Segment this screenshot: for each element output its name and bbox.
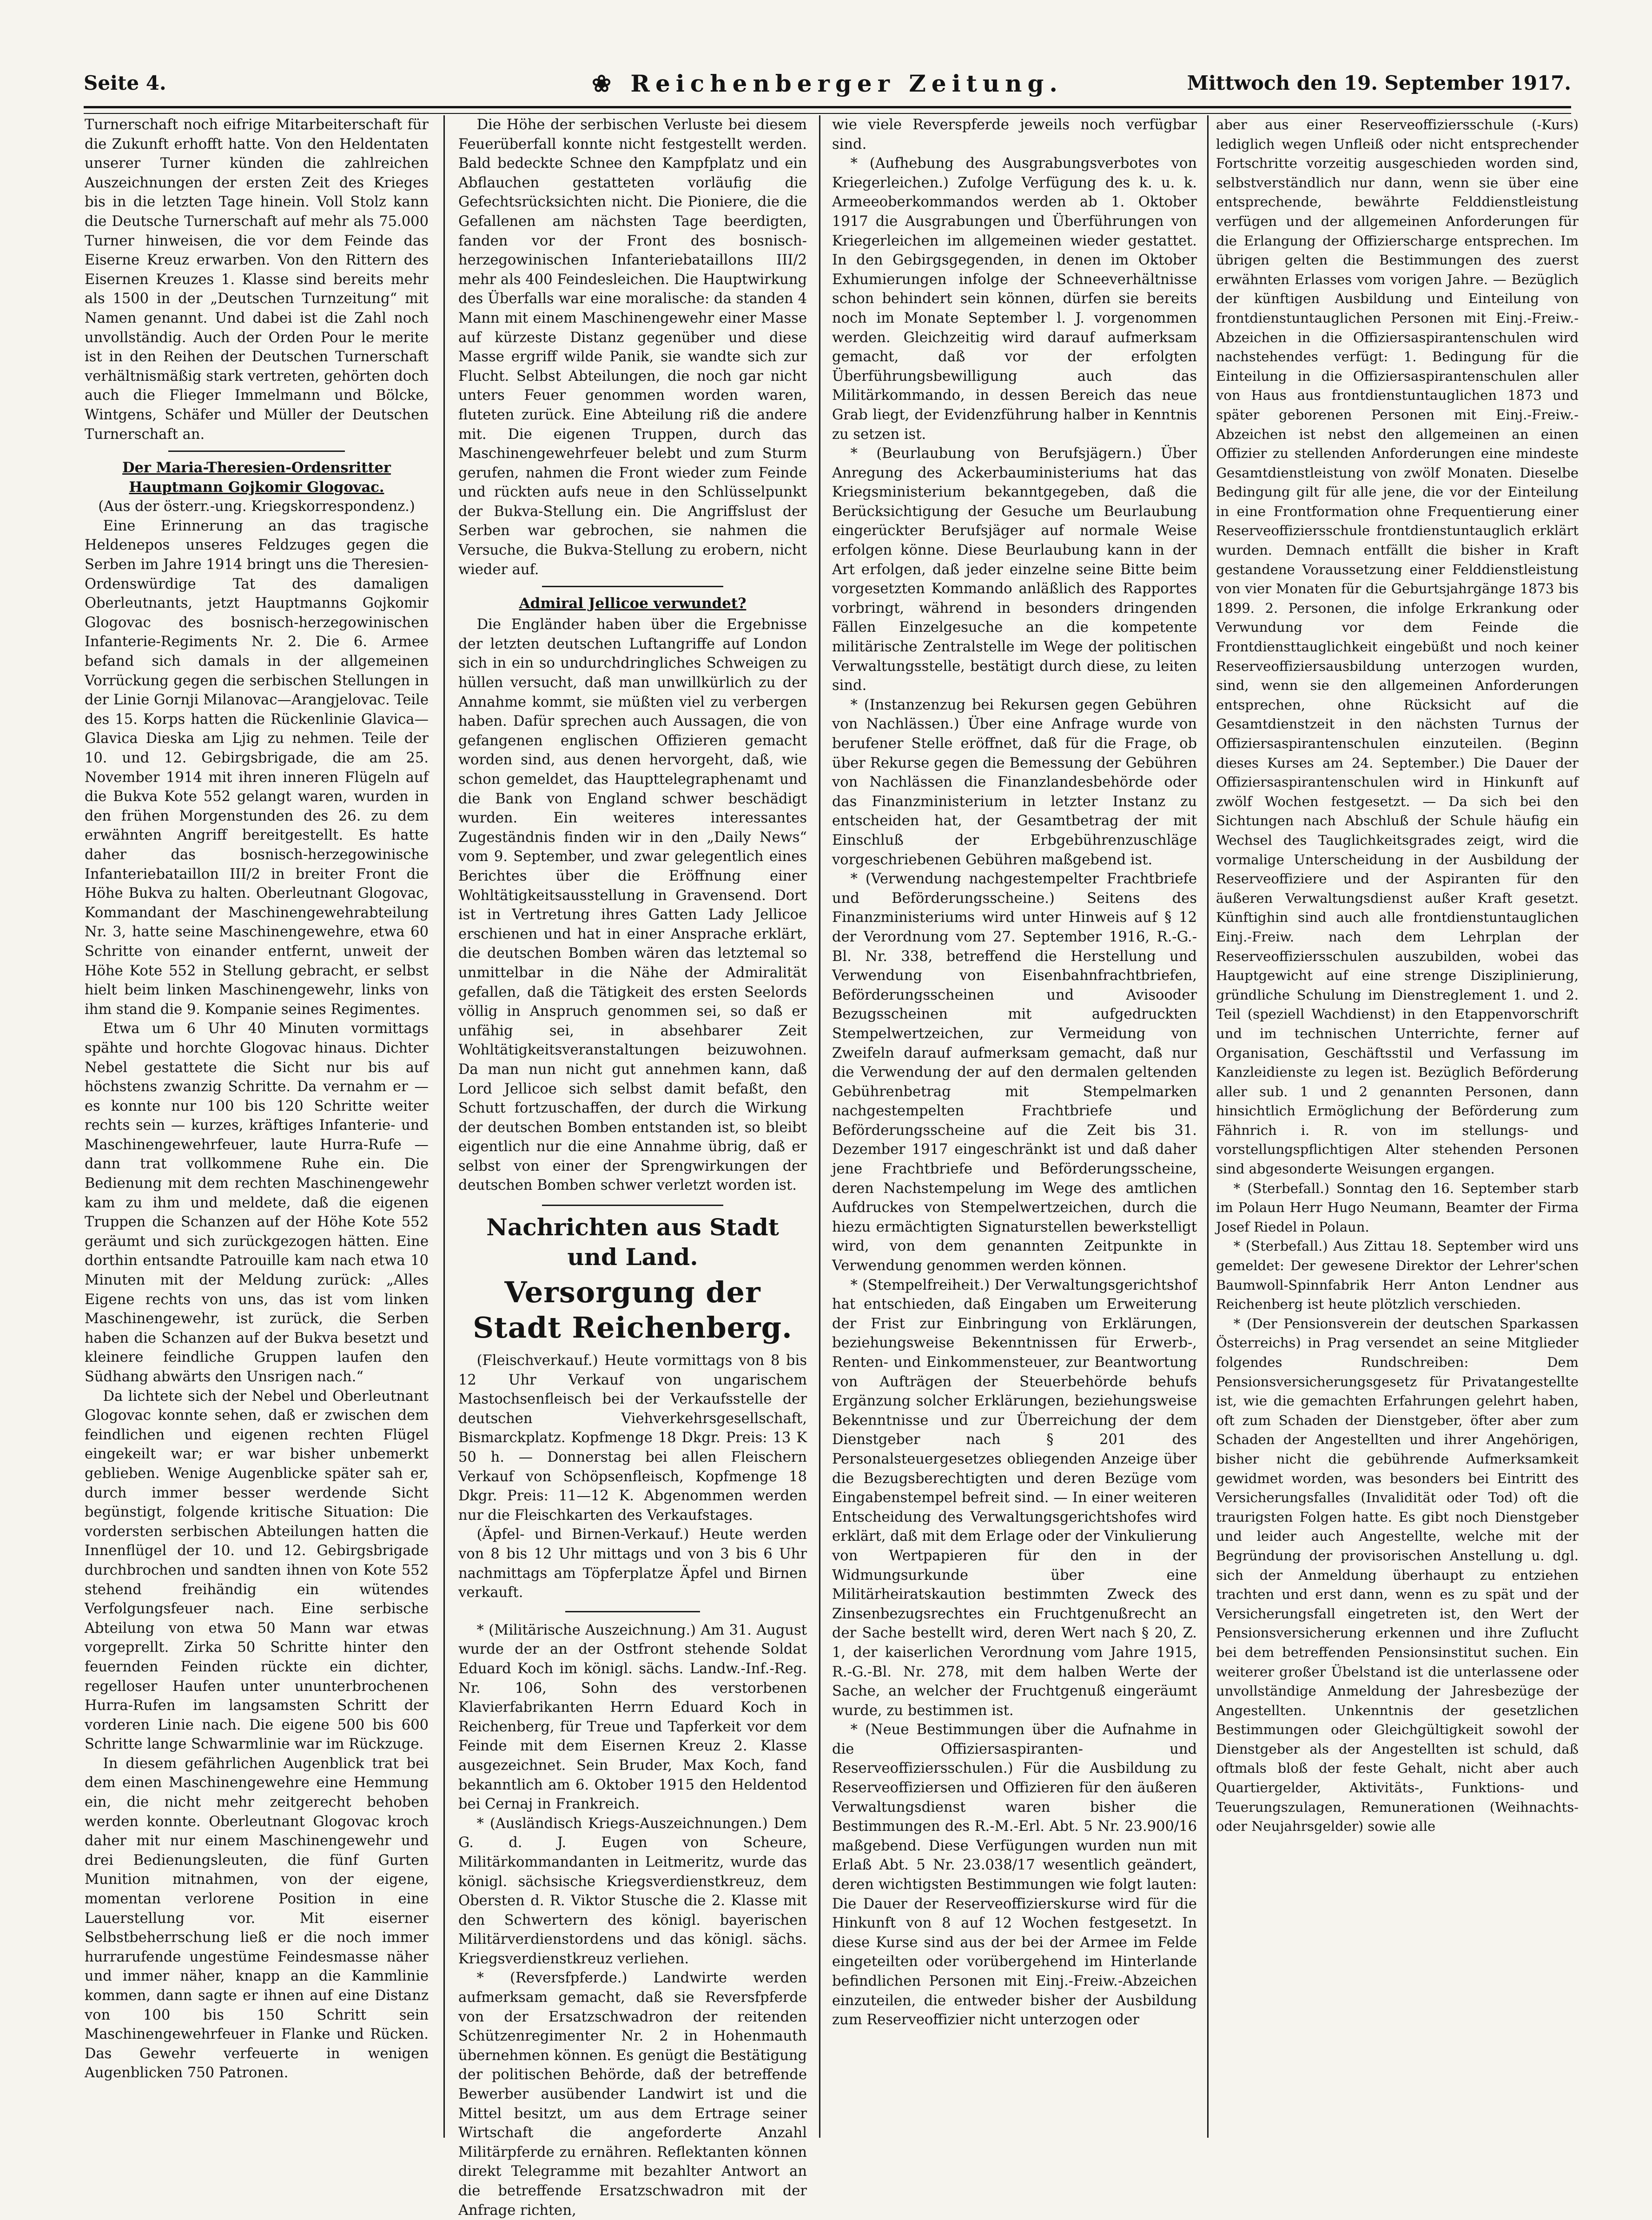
article-paragraph: * (Instanzenzug bei Rekursen gegen Gebühren von Nachlässen.) Über eine Anfrage wurde von berufener Stelle eröffnet, daß für die Frage, ob über Rekurse gegen die Bemessung der Gebühren von Nachlässen die Finanzlandesbehörde oder das Finanzministerium in letzter Instanz zu entscheiden hat, der Gesamtbetrag der mit Einschluß der Erbgebührenzuschläge vorgeschriebenen Gebühren maßgebend ist.	[832, 696, 1197, 868]
column-3	[832, 115, 1197, 2138]
article-paragraph: Die Höhe der serbischen Verluste bei diesem Feuerüberfall konnte nicht festgestellt werden. Bald bedeckte Schnee den Kampfplatz und ein Abflauchen gestatteten vorläufig die Gefechtsrücksichten nicht. Die Pioniere, die die Gefallenen am nächsten Tage beerdigten, fanden vor der Front des bosnisch-herzegowinischen Infanteriebataillons III/2 mehr als 400 Feindesleichen. Die Hauptwirkung des Überfalls war eine moralische: da standen 4 Mann mit einem Maschinengewehr einer Masse auf kürzeste Distanz gegenüber und diese Masse ergriff wilde Panik, sie wandte sich zur Flucht. Selbst Abteilungen, die noch gar nicht unters Feuer genommen worden waren, fluteten zurück. Eine Abteilung riß die andere mit. Die eigenen Truppen, durch das Maschinengewehrfeuer belebt und zum Sturm gerufen, nahmen die Front wieder zum Feinde und rückten aufs neue in den Schlüsselpunkt der Bukva-Stellung ein. Die Angriffslust der Serben war gebrochen, sie nahmen die Versuche, die Bukva-Stellung zu erobern, nicht wieder auf.	[458, 117, 807, 578]
article-headline: Admiral Jellicoe verwundet?	[519, 595, 747, 612]
article-paragraph: Da lichtete sich der Nebel und Oberleutnant Glogovac konnte sehen, daß er zwischen dem feindlichen und eigenen rechten Flügel eingekeilt war; er war bisher unbemerkt geblieben. Wenige Augenblicke später sah er, durch immer besser werdende Sicht begünstigt, folgende kritische Situation: Die vordersten serbischen Abteilungen hatten die Innenflügel der 10. und 12. Gebirgsbrigade durchbrochen und sandten ihnen von Kote 552 stehend freihändig ein wütendes Verfolgungsfeuer nach. Eine serbische Abteilung von etwa 50 Mann war etwas vorgeprellt. Zirka 50 Schritte hinter den feuernden Feinden rückte ein dichter, regelloser Haufen unter ununterbrochenen Hurra-Rufen im langsamsten Schritt der vorderen Linie nach. Die eigene 500 bis 600 Schritte lange Schwarmlinie war im Rückzuge.	[85, 1388, 429, 1753]
column-rule	[1207, 115, 1209, 2138]
column-rule	[819, 115, 820, 2138]
issue-date: Mittwoch den 19. September 1917.	[1187, 72, 1571, 94]
section-heading: Nachrichten aus Stadt und Land.	[486, 1213, 779, 1271]
article-paragraph: Die Engländer haben über die Ergebnisse der letzten deutschen Luftangriffe auf London sich in ein so undurchdringliches Schweigen zu hüllen versucht, daß man unwillkürlich zu der Annahme kommt, sie müßten viel zu verbergen haben. Dafür sprechen auch Aussagen, die von gefangenen englischen Offizieren gemacht worden sind, aus denen hervorgeht, daß, wie schon gemeldet, das Haupttelegraphenamt und die Bank von England schwer beschädigt wurden. Ein weiteres interessantes Zugeständnis finden wir in den „Daily News“ vom 9. September, und zwar gelegentlich eines Berichtes über die Eröffnung einer Wohltätigkeitsausstellung in Gravensend. Dort ist in Vertretung ihres Gatten Lady Jellicoe erschienen und hat in einer Ansprache erklärt, die deutschen Bomben wären das letztemal so unmittelbar in die Nähe der Admiralität gefallen, daß die Tätigkeit des ersten Seelords völlig in Anspruch genommen sei, so daß er unfähig sei, in absehbarer Zeit Wohltätigkeitsveranstaltungen beizuwohnen. Da man nun nicht gut annehmen kann, daß Lord Jellicoe sich selbst damit befaßt, den Schutt fortzuschaffen, der durch die Wirkung der deutschen Bomben entstanden ist, so bleibt eigentlich nur die eine Annahme übrig, daß er selbst von einer der Sprengwirkungen der deutschen Bomben schwer verletzt worden ist.	[458, 616, 807, 1194]
column-4	[1216, 115, 1579, 2138]
column-rule	[443, 115, 445, 2138]
masthead	[84, 70, 1571, 102]
article-paragraph: aber aus einer Reserveoffiziersschule (-Kurs) lediglich wegen Unfleiß oder nicht entsprechender Fortschritte vorzeitig ausgeschieden worden sind, selbstverständlich nur dann, wenn sie über eine entsprechende, bewährte Felddienstleistung verfügen und der allgemeinen Anforderungen für die Erlangung der Offizierscharge entsprechen. Im übrigen gelten die Bestimmungen des zuerst erwähnten Erlasses vom vorigen Jahre. — Bezüglich der künftigen Ausbildung und Einteilung von frontdienstuntauglichen Personen mit Einj.-Freiw.-Abzeichen in die Offiziersaspirantenschulen wird nachstehendes verfügt: 1. Bedingung für die Einteilung in die Offiziersaspirantenschulen aller von Haus aus frontdienstuntauglichen 1873 und später geborenen Personen mit Einj.-Freiw.-Abzeichen ist nebst den allgemeinen an einen Offizier zu stellenden Anforderungen eine mindeste Gesamtdienstleistung von zwölf Monaten. Dieselbe Bedingung gilt für alle jene, die vor der Einteilung in eine Frontformation ohne Frequentierung einer Reserveoffiziersschule frontdienstuntauglich erklärt wurden. Demnach entfällt die bisher in Kraft gestandene Voraussetzung einer Felddienstleistung von vier Monaten für die Geburtsjahrgänge 1873 bis 1899. 2. Personen, die infolge Erkrankung oder Verwundung vor dem Feinde die Frontdiensttauglichkeit eingebüßt und noch keiner Reserveoffiziersausbildung unterzogen wurden, sind, wenn sie den allgemeinen Anforderungen entsprechen, ohne Rücksicht auf die Gesamtdienstzeit in den nächsten Turnus der Offiziersaspirantenschulen einzuteilen. (Beginn dieses Kurses am 24. September.) Die Dauer der Offiziersaspirantenschulen wird in Hinkunft auf zwölf Wochen festgesetzt. — Da sich bei den Sichtungen nach Abschluß der Schule häufig ein Wechsel des Tauglichkeitsgrades zeigt, wird die vormalige Unterscheidung in der Ausbildung der Reserveoffiziere und der Aspiranten für den äußeren Verwaltungsdienst außer Kraft gesetzt. Künftighin sind auch alle frontdienstuntauglichen Einj.-Freiw. nach dem Lehrplan der Reserveoffiziersschulen auszubilden, wobei das Hauptgewicht auf eine strenge Disziplinierung, gründliche Schulung im Dienstreglement 1. und 2. Teil (speziell Wachdienst) in den Etappenvorschrift und im technischen Unterrichte, ferner auf Organisation, Geschäftsstil und Verfassung im Kanzleidienste zu legen ist. Bezüglich Beförderung aller sub. 1 und 2 genannten Personen, dann hinsichtlich Ermöglichung der Beförderung zum Fähnrich i. R. von im stellungs- und vorstellungspflichtigen Alter stehenden Personen sind abgesonderte Weisungen ergangen.	[1216, 117, 1579, 1177]
article-headline: Der Maria-Theresien-Ordensritter Hauptmann Gojkomir Glogovac.	[122, 459, 391, 496]
article-paragraph: * (Aufhebung des Ausgrabungsverbotes von Kriegerleichen.) Zufolge Verfügung des k. u. k. Armeeoberkommandos werden ab 1. Oktober 1917 die Ausgrabungen und Überführungen von Kriegerleichen im allgemeinen wieder gestattet. In den Gebirgsgegenden, in denen im Oktober Exhumierungen infolge der Schneeverhältnisse schon behindert sein können, dürfen sie bereits noch im Monate September l. J. vorgenommen werden. Gleichzeitig wird darauf aufmerksam gemacht, daß vor der erfolgten Überführungsbewilligung auch das Militärkommando, in dessen Bereich das neue Grab liegt, der Evidenzführung halber in Kenntnis zu setzen ist.	[832, 155, 1197, 443]
article-divider	[168, 451, 345, 452]
article-divider	[542, 1205, 723, 1206]
newspaper-title: ❀ Reichenberger Zeitung.	[592, 70, 1063, 97]
page-number: Seite 4.	[84, 72, 166, 94]
article-paragraph: * (Verwendung nachgestempelter Frachtbriefe und Beförderungsscheine.) Seitens des Finanzministeriums wird unter Hinweis auf § 12 der Verordnung vom 27. September 1916, R.-G.-Bl. Nr. 338, betreffend die Herstellung und Verwendung von Eisenbahnfrachtbriefen, Beförderungsscheinen und Avisooder Bezugsscheinen mit aufgedruckten Stempelwertzeichen, zur Vermeidung von Zweifeln darauf aufmerksam gemacht, daß nur die Verwendung der auf den dermalen geltenden Gebührenbetrag mit Stempelmarken nachgestempelten Frachtbriefe und Beförderungsscheine auf die Zeit bis 31. Dezember 1917 eingeschränkt ist und daß daher jene Frachtbriefe und Beförderungsscheine, deren Nachstempelung im Wege des amtlichen Aufdruckes von Stempelwertzeichen, durch die hiezu ermächtigten Signaturstellen bewerkstelligt wird, von dem genannten Zeitpunkte in Verwendung genommen werden können.	[832, 871, 1197, 1274]
article-paragraph: (Fleischverkauf.) Heute vormittags von 8 bis 12 Uhr Verkauf von ungarischem Mastochsenfleisch bei der Verkaufsstelle der deutschen Viehverkehrsgesellschaft, Bismarckplatz. Kopfmenge 18 Dkgr. Preis: 13 K 50 h. — Donnerstag bei allen Fleischern Verkauf von Schöpsenfleisch, Kopfmenge 18 Dkgr. Preis: 11—12 K. Abgenommen werden nur die Fleischkarten des Verkaufstages.	[458, 1352, 807, 1524]
article-paragraph: (Äpfel- und Birnen-Verkauf.) Heute werden von 8 bis 12 Uhr mittags und von 3 bis 6 Uhr nachmittags am Töpferplatze Äpfel und Birnen verkauft.	[458, 1526, 807, 1601]
article-paragraph: * (Militärische Auszeichnung.) Am 31. August wurde der an der Ostfront stehende Soldat Eduard Koch im königl. sächs. Landw.-Inf.-Reg. Nr. 106, Sohn des verstorbenen Klavierfabrikanten Herrn Eduard Koch in Reichenberg, für Treue und Tapferkeit vor dem Feinde mit dem Eisernen Kreuz 2. Klasse ausgezeichnet. Sein Bruder, Max Koch, fand bekanntlich am 6. Oktober 1915 den Heldentod bei Cernaj in Frankreich.	[458, 1622, 807, 1813]
article-paragraph: In diesem gefährlichen Augenblick trat bei dem einen Maschinengewehre eine Hemmung ein, die nicht mehr zeitgerecht behoben werden konnte. Oberleutnant Glogovac kroch daher mit nur einem Maschinengewehr und drei Bedienungsleuten, die fünf Gurten Munition mitnahmen, von der eigene, momentan verlorene Position in eine Lauerstellung vor. Mit eiserner Selbstbeherrschung ließ er die noch immer hurrarufende ungestüme Feindesmasse näher und immer näher, knapp an die Kammlinie kommen, dann sagte er ihnen auf eine Distanz von 100 bis 150 Schritt sein Maschinengewehrfeuer in Flanke und Rücken. Das Gewehr verfeuerte in wenigen Augenblicken 750 Patronen.	[85, 1755, 429, 2081]
article-paragraph: Turnerschaft noch eifrige Mitarbeiterschaft für die Zukunft erhofft hatte. Von den Heldentaten unserer Turner künden die zahlreichen Auszeichnungen der ersten Zeit des Krieges bis in die letzten Tage hinein. Voll Stolz kann die Deutsche Turnerschaft auf mehr als 75.000 Turner hinweisen, die vor dem Feinde das Eiserne Kreuz erwarben. Von den Rittern des Eisernen Kreuzes 1. Klasse sind bereits mehr als 1500 in der „Deutschen Turnzeitung“ mit Namen genannt. Und dabei ist die Zahl noch unvollständig. Auch der Orden Pour le merite ist in den Reihen der Deutschen Turnerschaft verhältnismäßig stark vertreten, gehörten doch auch die Flieger Immelmann und Bölcke, Wintgens, Schäfer und Müller der Deutschen Turnerschaft an.	[85, 117, 429, 443]
article-paragraph: * (Reversfpferde.) Landwirte werden aufmerksam gemacht, daß sie Reversfpferde von der Ersatzschwadron der reitenden Schützenregimenter Nr. 2 in Hohenmauth übernehmen können. Es genügt die Bestätigung der politischen Behörde, daß der betreffende Bewerber ausübender Landwirt ist und die Mittel besitzt, um aus dem Ertrage seiner Wirtschaft die angeforderte Anzahl Militärpferde zu ernähren. Reflektanten können direkt Telegramme mit bezahlter Antwort an die betreffende Ersatzschwadron mit der Anfrage richten,	[458, 1970, 807, 2219]
article-paragraph: Eine Erinnerung an das tragische Heldenepos unseres Feldzuges gegen die Serben im Jahre 1914 bringt uns die Theresien-Ordenswürdige Tat des damaligen Oberleutnants, jetzt Hauptmanns Gojkomir Glogovac des bosnisch-herzegowinischen Infanterie-Regiments Nr. 2. Die 6. Armee befand sich damals in der allgemeinen Vorrückung gegen die serbischen Stellungen in der Linie Gornji Milanovac—Arangjelovac. Teile des 15. Korps hatten die Rückenlinie Glavica—Glavica Dieska am Ljig zu nehmen. Teile der 10. und 12. Gebirgsbrigade, die am 25. November 1914 mit ihren inneren Flügeln auf die Bukva Kote 552 gelangt waren, wurden in den frühen Morgenstunden des 26. zu dem erwähnten Angriff bereitgestellt. Es hatte daher das bosnisch-herzegowinische Infanteriebataillon III/2 in breiter Front die Höhe Bukva zu halten. Oberleutnant Glogovac, Kommandant der Maschinengewehrabteilung Nr. 3, hatte seine Maschinengewehre, etwa 60 Schritte von einander entfernt, unweit der Höhe Kote 552 in Stellung gebracht, er selbst hielt beim linken Maschinengewehr, links von ihm stand die 9. Kompanie seines Regimentes.	[85, 517, 429, 1018]
article-paragraph: * (Sterbefall.) Sonntag den 16. September starb im Polaun Herr Hugo Neumann, Beamter der Firma Josef Riedel in Polaun.	[1216, 1180, 1579, 1235]
section-banner-heading: Versorgung der Stadt Reichenberg.	[473, 1275, 793, 1345]
article-divider	[542, 586, 723, 587]
article-paragraph: * (Neue Bestimmungen über die Aufnahme in die Offiziersaspiranten- und Reserveoffiziersschulen.) Für die Ausbildung zu Reserveoffiziersen und Offizieren für den äußeren Verwaltungsdienst waren bisher die Bestimmungen des R.-M.-Erl. Abt. 5 Nr. 23.900/16 maßgebend. Diese Verfügungen wurden nun mit Erlaß Abt. 5 Nr. 23.038/17 wesentlich geändert, deren wichtigsten Bestimmungen wie folgt lauten: Die Dauer der Reserveoffizierskurse wird für die Hinkunft von 8 auf 12 Wochen festgesetzt. In diese Kurse sind aus der bei der Armee im Felde eingeteilten oder vorübergehend im Hinterlande befindlichen Personen mit Einj.-Freiw.-Abzeichen einzuteilen, die entweder bisher der Ausbildung zum Reserveoffizier nicht unterzogen oder	[832, 1722, 1197, 2028]
article-paragraph: * (Ausländisch Kriegs-Auszeichnungen.) Dem G. d. J. Eugen von Scheure, Militärkommandanten in Leitmeritz, wurde das königl. sächsische Kriegsverdienstkreuz, dem Obersten d. R. Viktor Stusche die 2. Klasse mit den Schwertern des königl. bayerischen Militärverdienstordens und das königl. sächs. Kriegsverdienstkreuz verliehen.	[458, 1815, 807, 1967]
article-paragraph: Etwa um 6 Uhr 40 Minuten vormittags spähte und horchte Glogovac hinaus. Dichter Nebel gestattete die Sicht nur bis auf höchstens zwanzig Schritte. Da vernahm er — es konnte nur 100 bis 120 Schritte weiter rechts sein — kurzes, kräftiges Infanterie- und Maschinengewehrfeuer, laute Hurra-Rufe — dann trat vollkommene Ruhe ein. Die Bedienung mit dem rechten Maschinengewehr kam zu ihm und meldete, daß die eigenen Truppen die Schanzen auf der Höhe Kote 552 geräumt und sich zurückgezogen hätten. Eine dorthin entsandte Patrouille kam nach etwa 10 Minuten mit der Meldung zurück: „Alles Eigene rechts von uns, das ist vom linken Maschinengewehr, ist zurück, die Serben haben die Schanzen auf der Bukva besetzt und kleinere feindliche Gruppen laufen den Südhang abwärts den Unsrigen nach.“	[85, 1021, 429, 1385]
column-1	[85, 115, 429, 2138]
masthead-rule	[84, 106, 1571, 114]
article-paragraph: * (Beurlaubung von Berufsjägern.) Über Anregung des Ackerbauministeriums hat das Kriegsministerium bekanntgegeben, daß die Berücksichtigung der Gesuche um Beurlaubung eingerückter Berufsjäger auf normale Weise erfolgen könne. Diese Beurlaubung kann in der Art erfolgen, daß jeder einzelne seine Bitte beim vorgesetzten Kommando anläßlich des Rapportes vorbringt, während in besonders dringenden Fällen Einzelgesuche an die kompetente militärische Zentralstelle im Wege der politischen Verwaltungsstelle, bestätigt durch diese, zu leiten sind.	[832, 445, 1197, 694]
article-source: (Aus der österr.-ung. Kriegskorrespondenz.)	[98, 498, 415, 515]
article-paragraph: * (Stempelfreiheit.) Der Verwaltungsgerichtshof hat entschieden, daß Eingaben um Erweiterung der Frist zur Einbringung von Erklärungen, beziehungsweise Bekenntnissen für Erwerb-, Renten- und Einkommensteuer, zur Beantwortung von Aufträgen der Steuerbehörde behufs Ergänzung solcher Erklärungen, beziehungsweise Bekenntnisse und zur Überreichung der dem Dienstgeber nach § 201 des Personalsteuergesetzes obliegenden Anzeige über die Bezugsberechtigten und deren Bezüge vom Eingabenstempel befreit sind. — In einer weiteren Entscheidung des Verwaltungsgerichtshofes wird erklärt, daß mit dem Erlage oder der Vinkulierung von Wertpapieren für den in der Widmungsurkunde über eine Militärheiratskaution bestimmten Zweck des Zinsenbezugsrechtes ein Fruchtgenußrecht an der Sache bestellt wird, deren Wert nach § 20, Z. 1, der kaiserlichen Verordnung vom Jahre 1915, R.-G.-Bl. Nr. 278, mit dem halben Werte der Sache, an welcher der Fruchtgenuß eingeräumt wurde, zu bestimmen ist.	[832, 1277, 1197, 1719]
article-paragraph: * (Sterbefall.) Aus Zittau 18. September wird uns gemeldet: Der gewesene Direktor der Lehrer'schen Baumwoll-Spinnfabrik Herr Anton Lendner aus Reichenberg ist heute plötzlich verschieden.	[1216, 1238, 1579, 1312]
article-paragraph: * (Der Pensionsverein der deutschen Sparkassen Österreichs) in Prag versendet an seine Mitglieder folgendes Rundschreiben: Dem Pensionsversicherungsgesetz für Privatangestellte ist, wie die gemachten Erfahrungen gelehrt haben, oft zum Schaden der Dienstgeber, öfter aber zum Schaden der Angestellten und ihrer Angehörigen, bisher nicht die gebührende Aufmerksamkeit gewidmet worden, was besonders bei Eintritt des Versicherungsfalles (Invalidität oder Tod) oft die traurigsten Folgen hatte. Es gibt noch Dienstgeber und leider auch Angestellte, welche mit der Begründung der provisorischen Anstellung u. dgl. sich der Anmeldung überhaupt zu entziehen trachten und erst dann, wenn es zu spät und der Versicherungsfall eingetreten ist, den Wert der Pensionsversicherung erkennen und ihre Zuflucht bei dem betreffenden Pensionsinstitut suchen. Ein weiterer großer Übelstand ist die unterlassene oder unvollständige Anmeldung der Jahresbezüge der Angestellten. Unkenntnis der gesetzlichen Bestimmungen oder Gleichgültigkeit sowohl der Dienstgeber als der Angestellten ist schuld, daß oftmals bloß der feste Gehalt, nicht aber auch Quartiergelder, Aktivitäts-, Funktions- und Teuerungszulagen, Remunerationen (Weihnachts- oder Neujahrsgelder) sowie alle	[1216, 1315, 1579, 1835]
article-paragraph: wie viele Reverspferde jeweils noch verfügbar sind.	[832, 117, 1197, 152]
article-divider	[565, 1611, 700, 1612]
column-2	[458, 115, 807, 2219]
